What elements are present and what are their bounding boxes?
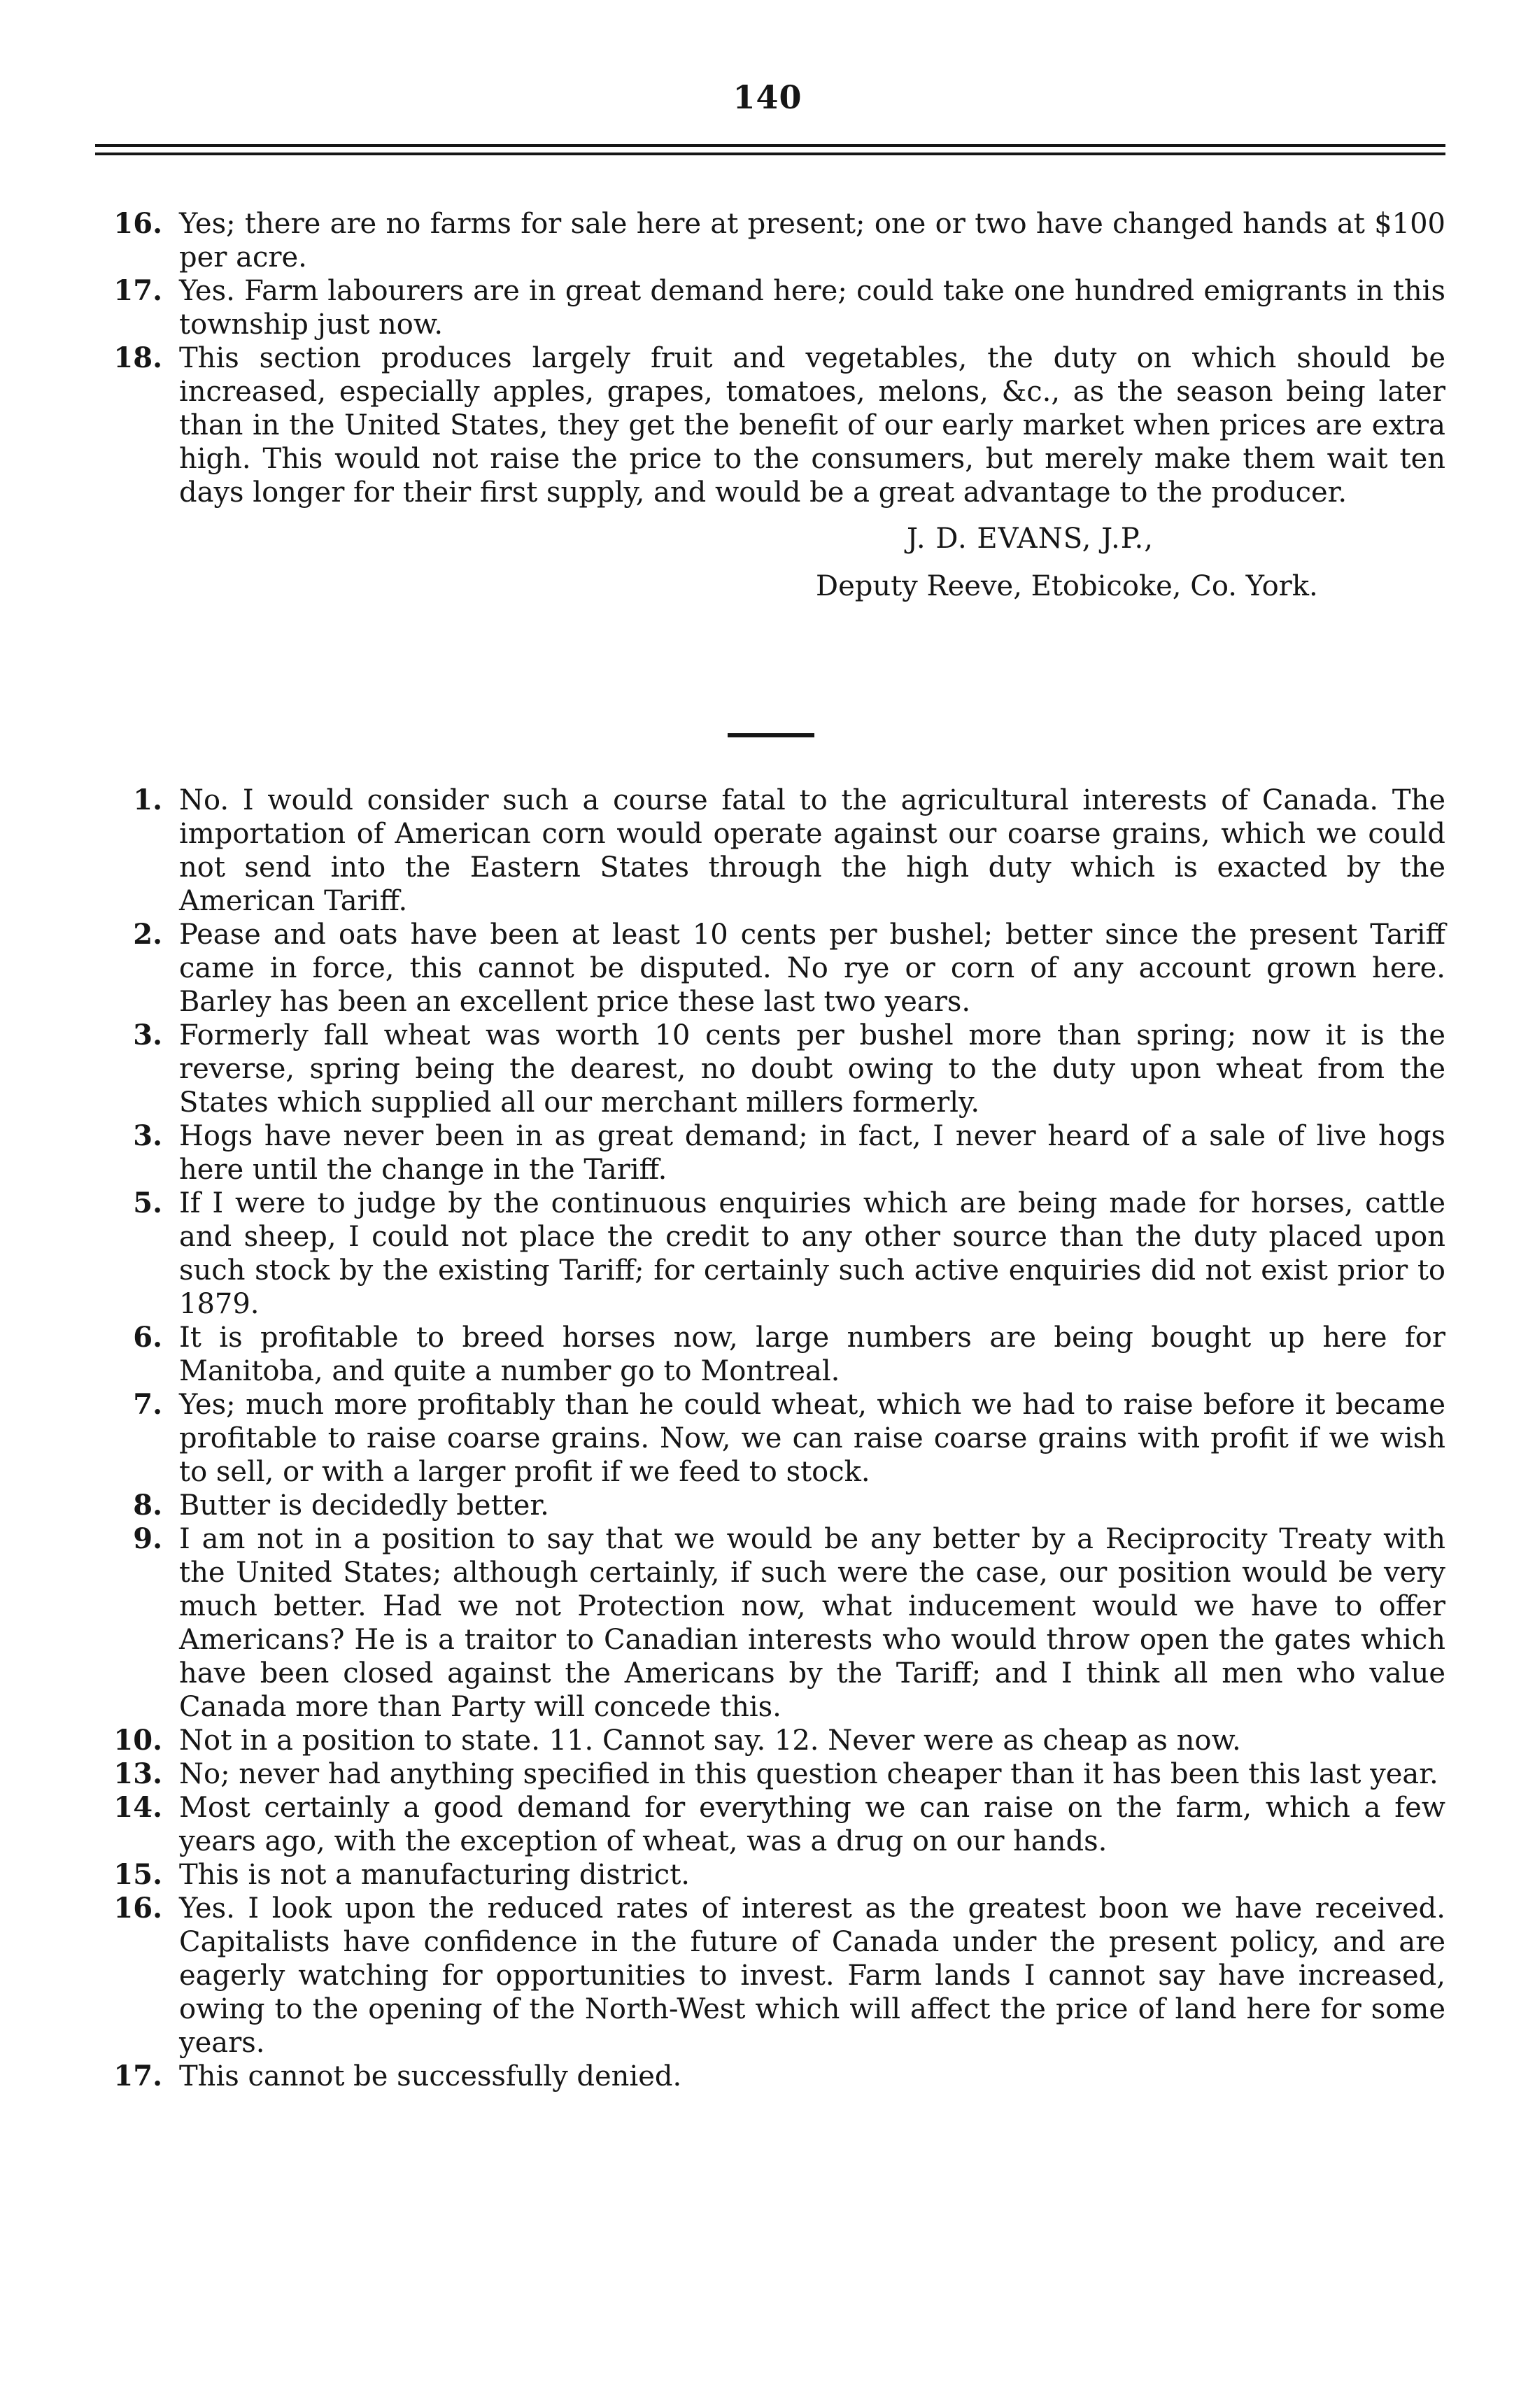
answer-number: 10. xyxy=(113,1724,162,1757)
answer-item xyxy=(95,1791,1445,1858)
answer-text: Pease and oats have been at least 10 cents per bushel; better since the present Tariff came in force, this cannot be disputed. No rye or corn of any account grown here. Barley has been an excellent price these last two years. xyxy=(179,919,1445,1018)
answer-text: Hogs have never been in as great demand; in fact, I never heard of a sale of live hogs here until the change in the Tariff. xyxy=(179,1120,1445,1186)
answer-text: This is not a manufacturing district. xyxy=(179,1859,690,1891)
answer-number: 3. xyxy=(133,1119,162,1152)
answer-item xyxy=(95,1388,1445,1489)
answer-text: Yes; there are no farms for sale here at present; one or two have changed hands at $100 per acre. xyxy=(179,208,1445,274)
answer-item xyxy=(95,1019,1445,1119)
signature-title: Deputy Reeve, Etobicoke, Co. York. xyxy=(816,570,1318,602)
answer-item xyxy=(95,274,1445,341)
page-number: 140 xyxy=(733,78,802,116)
answer-item xyxy=(95,1858,1445,1892)
answer-number: 14. xyxy=(113,1791,162,1824)
answer-item xyxy=(95,1892,1445,2060)
answers-section-evans xyxy=(95,207,1445,603)
answer-number: 7. xyxy=(133,1388,162,1421)
answer-number: 1. xyxy=(133,784,162,816)
section-divider xyxy=(728,733,814,737)
answer-item xyxy=(95,1757,1445,1791)
answer-item xyxy=(95,2060,1445,2093)
answer-item xyxy=(95,1489,1445,1522)
answer-item xyxy=(95,1119,1445,1187)
answer-text: I am not in a position to say that we would be any better by a Reciprocity Treaty with the United States; although certainly, if such were the case, our position would be very much better. Had we not Protection now, what inducement would we have to offer Americans? He is a traitor to Canadian interests who would throw open the gates which have been closed against the Americans by the Tariff; and I think all men who value Canada more than Party will concede this. xyxy=(179,1523,1445,1723)
answer-item xyxy=(95,207,1445,274)
answer-text: If I were to judge by the continuous enquiries which are being made for horses, cattle and sheep, I could not place the credit to any other source than the duty placed upon such stock by the existing Tariff; for certainly such active enquiries did not exist prior to 1879. xyxy=(179,1187,1445,1320)
answer-number: 3. xyxy=(133,1019,162,1051)
answer-text: No. I would consider such a course fatal to the agricultural interests of Canada. The importation of American corn would operate against our coarse grains, which we could not send into the Eastern States through the high duty which is exacted by the American Tariff. xyxy=(179,784,1445,917)
answer-number: 18. xyxy=(113,341,162,374)
answer-text: Yes; much more profitably than he could wheat, which we had to raise before it became profitable to raise coarse grains. Now, we can raise coarse grains with profit if we wish to sell, or with a larger profit if we feed to stock. xyxy=(179,1389,1445,1488)
answer-text: Not in a position to state. 11. Cannot say. 12. Never were as cheap as now. xyxy=(179,1724,1241,1757)
answer-number: 9. xyxy=(133,1522,162,1555)
answer-number: 15. xyxy=(113,1858,162,1891)
answer-number: 6. xyxy=(133,1321,162,1354)
answer-item xyxy=(95,784,1445,918)
answer-item xyxy=(95,1724,1445,1757)
answer-item xyxy=(95,1522,1445,1724)
answer-text: No; never had anything specified in this question cheaper than it has been this last year. xyxy=(179,1758,1438,1790)
header-rule-top xyxy=(95,144,1445,147)
answer-item xyxy=(95,918,1445,1019)
answer-number: 8. xyxy=(133,1489,162,1522)
answer-text: Formerly fall wheat was worth 10 cents per bushel more than spring; now it is the reverse, spring being the dearest, no doubt owing to the duty upon wheat from the States which supplied all our merchant millers formerly. xyxy=(179,1019,1445,1119)
answer-text: It is profitable to breed horses now, large numbers are being bought up here for Manitoba, and quite a number go to Montreal. xyxy=(179,1322,1445,1387)
answer-text: This cannot be successfully denied. xyxy=(179,2060,682,2092)
header-rule-bottom xyxy=(95,153,1445,155)
answer-number: 13. xyxy=(113,1757,162,1790)
answer-number: 16. xyxy=(113,207,162,240)
answer-text: Yes. Farm labourers are in great demand here; could take one hundred emigrants in this township just now. xyxy=(179,275,1445,341)
signature-name: J. D. EVANS, J.P., xyxy=(907,523,1154,555)
answer-item xyxy=(95,1187,1445,1321)
answer-item xyxy=(95,1321,1445,1388)
answer-number: 17. xyxy=(113,2060,162,2092)
answer-text: Yes. I look upon the reduced rates of interest as the greatest boon we have received. Capitalists have confidence in the future of Canada under the present policy, and are eagerly watching for opportunities to invest. Farm lands I cannot say have increased, owing to the opening of the North-West which will affect the price of land here for some years. xyxy=(179,1892,1445,2059)
answer-text: This section produces largely fruit and vegetables, the duty on which should be increased, especially apples, grapes, tomatoes, melons, &c., as the season being later than in the United States, they get the benefit of our early market when prices are extra high. This would not raise the price to the consumers, but merely make them wait ten days longer for their first supply, and would be a great advantage to the producer. xyxy=(179,342,1445,509)
answer-item xyxy=(95,341,1445,509)
answer-number: 16. xyxy=(113,1892,162,1925)
answer-number: 5. xyxy=(133,1187,162,1219)
answer-number: 17. xyxy=(113,274,162,307)
answers-section-second xyxy=(95,784,1445,2093)
answer-number: 2. xyxy=(133,918,162,951)
answer-text: Most certainly a good demand for everything we can raise on the farm, which a few years ago, with the exception of wheat, was a drug on our hands. xyxy=(179,1792,1445,1857)
answer-text: Butter is decidedly better. xyxy=(179,1489,549,1522)
